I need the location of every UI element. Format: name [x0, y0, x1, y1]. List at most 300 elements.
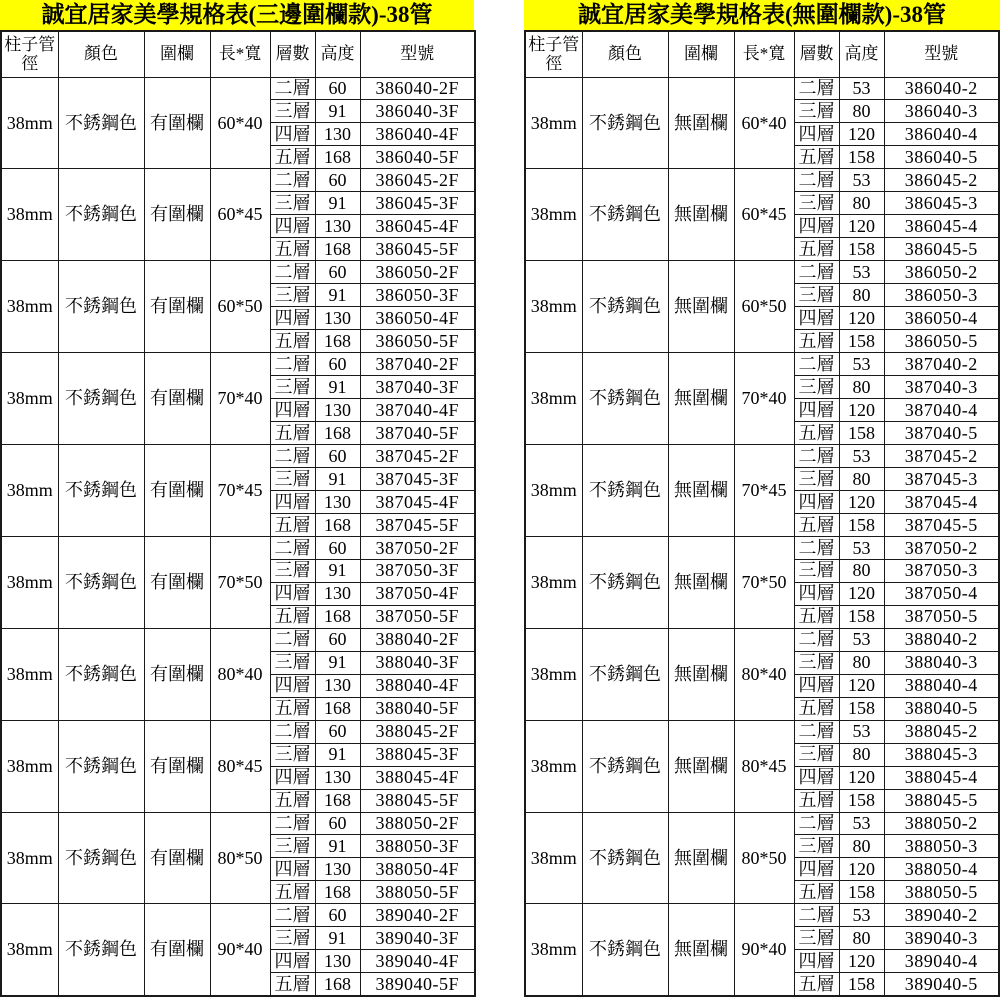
- height-cell: 168: [315, 697, 360, 720]
- table-row: [525, 261, 999, 284]
- height-cell: 80: [839, 651, 884, 674]
- column-header-5: 高度: [839, 31, 884, 77]
- model-cell: 388050-5: [884, 881, 999, 904]
- model-cell: 388045-2: [884, 720, 999, 743]
- column-header-0: 柱子管徑: [1, 31, 58, 77]
- model-cell: 386040-3: [884, 100, 999, 123]
- table-title-right: 誠宜居家美學規格表(無圍欄款)-38管: [524, 0, 1000, 30]
- model-cell: 387045-2: [884, 445, 999, 468]
- height-cell: 120: [839, 766, 884, 789]
- model-cell: 387040-2: [884, 353, 999, 376]
- column-header-6: 型號: [884, 31, 999, 77]
- layers-cell: 二層: [794, 169, 839, 192]
- layers-cell: 五層: [270, 973, 315, 996]
- height-cell: 158: [839, 422, 884, 445]
- table-row: [1, 628, 475, 651]
- header-row: [1, 31, 475, 77]
- color-cell: 不銹鋼色: [58, 77, 144, 169]
- layers-cell: 四層: [270, 766, 315, 789]
- table-row: [1, 353, 475, 376]
- layers-cell: 四層: [794, 950, 839, 973]
- size-cell: 60*40: [210, 77, 270, 169]
- model-cell: 386045-5F: [360, 238, 475, 261]
- size-cell: 80*45: [210, 720, 270, 812]
- layers-cell: 四層: [270, 858, 315, 881]
- layers-cell: 三層: [794, 467, 839, 490]
- layers-cell: 五層: [794, 513, 839, 536]
- model-cell: 388050-3F: [360, 835, 475, 858]
- fence-cell: 有圍欄: [144, 628, 210, 720]
- diameter-cell: 38mm: [1, 77, 58, 169]
- model-cell: 387050-3: [884, 559, 999, 582]
- height-cell: 60: [315, 720, 360, 743]
- layers-cell: 三層: [794, 100, 839, 123]
- height-cell: 130: [315, 674, 360, 697]
- height-cell: 130: [315, 582, 360, 605]
- table-row: [1, 812, 475, 835]
- model-cell: 389040-3: [884, 927, 999, 950]
- height-cell: 120: [839, 582, 884, 605]
- diameter-cell: 38mm: [1, 904, 58, 996]
- table-row: [1, 536, 475, 559]
- layers-cell: 四層: [270, 399, 315, 422]
- layers-cell: 二層: [270, 445, 315, 468]
- height-cell: 130: [315, 215, 360, 238]
- table-body: [1, 77, 475, 996]
- height-cell: 53: [839, 353, 884, 376]
- layers-cell: 五層: [270, 789, 315, 812]
- height-cell: 53: [839, 261, 884, 284]
- model-cell: 387050-2: [884, 536, 999, 559]
- table-row: [525, 77, 999, 100]
- layers-cell: 三層: [270, 192, 315, 215]
- layers-cell: 四層: [794, 399, 839, 422]
- model-cell: 388040-3: [884, 651, 999, 674]
- color-cell: 不銹鋼色: [582, 169, 668, 261]
- model-cell: 389040-5: [884, 973, 999, 996]
- model-cell: 389040-4F: [360, 950, 475, 973]
- model-cell: 388050-4F: [360, 858, 475, 881]
- height-cell: 53: [839, 720, 884, 743]
- model-cell: 388040-5: [884, 697, 999, 720]
- fence-cell: 無圍欄: [668, 536, 734, 628]
- diameter-cell: 38mm: [525, 77, 582, 169]
- diameter-cell: 38mm: [1, 445, 58, 537]
- size-cell: 60*45: [734, 169, 794, 261]
- layers-cell: 五層: [794, 789, 839, 812]
- model-cell: 389040-2F: [360, 904, 475, 927]
- fence-cell: 無圍欄: [668, 445, 734, 537]
- table-row: [1, 445, 475, 468]
- diameter-cell: 38mm: [525, 445, 582, 537]
- size-cell: 60*40: [734, 77, 794, 169]
- diameter-cell: 38mm: [1, 261, 58, 353]
- table-row: [1, 77, 475, 100]
- model-cell: 388040-2: [884, 628, 999, 651]
- model-cell: 387040-4: [884, 399, 999, 422]
- column-header-2: 圍欄: [144, 31, 210, 77]
- model-cell: 387050-5F: [360, 605, 475, 628]
- model-cell: 388045-3F: [360, 743, 475, 766]
- model-cell: 386050-3F: [360, 284, 475, 307]
- diameter-cell: 38mm: [525, 536, 582, 628]
- layers-cell: 三層: [270, 284, 315, 307]
- model-cell: 387050-3F: [360, 559, 475, 582]
- height-cell: 168: [315, 973, 360, 996]
- height-cell: 80: [839, 467, 884, 490]
- model-cell: 387045-5F: [360, 513, 475, 536]
- height-cell: 80: [839, 743, 884, 766]
- layers-cell: 五層: [270, 146, 315, 169]
- fence-cell: 有圍欄: [144, 812, 210, 904]
- color-cell: 不銹鋼色: [582, 536, 668, 628]
- height-cell: 168: [315, 330, 360, 353]
- fence-cell: 無圍欄: [668, 353, 734, 445]
- model-cell: 387045-2F: [360, 445, 475, 468]
- layers-cell: 三層: [794, 284, 839, 307]
- diameter-cell: 38mm: [525, 628, 582, 720]
- height-cell: 130: [315, 950, 360, 973]
- model-cell: 386050-5F: [360, 330, 475, 353]
- layers-cell: 二層: [270, 720, 315, 743]
- height-cell: 130: [315, 307, 360, 330]
- height-cell: 53: [839, 536, 884, 559]
- model-cell: 388050-5F: [360, 881, 475, 904]
- diameter-cell: 38mm: [1, 536, 58, 628]
- size-cell: 70*50: [210, 536, 270, 628]
- layers-cell: 二層: [270, 261, 315, 284]
- layers-cell: 二層: [270, 536, 315, 559]
- layers-cell: 五層: [270, 513, 315, 536]
- layers-cell: 四層: [794, 215, 839, 238]
- layers-cell: 三層: [794, 376, 839, 399]
- height-cell: 158: [839, 881, 884, 904]
- layers-cell: 二層: [794, 261, 839, 284]
- height-cell: 60: [315, 628, 360, 651]
- height-cell: 91: [315, 651, 360, 674]
- height-cell: 168: [315, 605, 360, 628]
- layers-cell: 五層: [794, 973, 839, 996]
- color-cell: 不銹鋼色: [58, 261, 144, 353]
- size-cell: 90*40: [734, 904, 794, 996]
- model-cell: 389040-5F: [360, 973, 475, 996]
- model-cell: 386045-3F: [360, 192, 475, 215]
- table-row: [525, 445, 999, 468]
- color-cell: 不銹鋼色: [58, 720, 144, 812]
- layers-cell: 四層: [270, 490, 315, 513]
- layers-cell: 二層: [270, 628, 315, 651]
- model-cell: 387050-4: [884, 582, 999, 605]
- model-cell: 387045-4F: [360, 490, 475, 513]
- size-cell: 80*50: [734, 812, 794, 904]
- height-cell: 120: [839, 123, 884, 146]
- layers-cell: 四層: [794, 582, 839, 605]
- model-cell: 388040-3F: [360, 651, 475, 674]
- layers-cell: 二層: [270, 169, 315, 192]
- color-cell: 不銹鋼色: [582, 261, 668, 353]
- column-header-1: 顏色: [58, 31, 144, 77]
- model-cell: 386045-4F: [360, 215, 475, 238]
- height-cell: 158: [839, 697, 884, 720]
- model-cell: 388050-4: [884, 858, 999, 881]
- color-cell: 不銹鋼色: [58, 628, 144, 720]
- table-row: [525, 904, 999, 927]
- model-cell: 387040-3F: [360, 376, 475, 399]
- height-cell: 60: [315, 812, 360, 835]
- model-cell: 386045-4: [884, 215, 999, 238]
- spec-table-right: [524, 0, 1000, 997]
- height-cell: 168: [315, 513, 360, 536]
- fence-cell: 無圍欄: [668, 77, 734, 169]
- column-header-3: 長*寬: [734, 31, 794, 77]
- color-cell: 不銹鋼色: [582, 77, 668, 169]
- model-cell: 388045-5F: [360, 789, 475, 812]
- fence-cell: 有圍欄: [144, 353, 210, 445]
- header-row: [525, 31, 999, 77]
- layers-cell: 五層: [794, 605, 839, 628]
- fence-cell: 有圍欄: [144, 536, 210, 628]
- layers-cell: 二層: [270, 353, 315, 376]
- model-cell: 387045-3: [884, 467, 999, 490]
- layers-cell: 三層: [270, 100, 315, 123]
- size-cell: 70*45: [210, 445, 270, 537]
- model-cell: 388040-4: [884, 674, 999, 697]
- fence-cell: 有圍欄: [144, 77, 210, 169]
- layers-cell: 四層: [794, 490, 839, 513]
- layers-cell: 四層: [794, 858, 839, 881]
- height-cell: 60: [315, 77, 360, 100]
- model-cell: 388040-2F: [360, 628, 475, 651]
- fence-cell: 有圍欄: [144, 169, 210, 261]
- model-cell: 386040-2: [884, 77, 999, 100]
- height-cell: 53: [839, 904, 884, 927]
- layers-cell: 五層: [270, 881, 315, 904]
- table-row: [525, 628, 999, 651]
- layers-cell: 三層: [270, 927, 315, 950]
- height-cell: 60: [315, 169, 360, 192]
- fence-cell: 有圍欄: [144, 261, 210, 353]
- model-cell: 388050-3: [884, 835, 999, 858]
- height-cell: 91: [315, 192, 360, 215]
- color-cell: 不銹鋼色: [58, 169, 144, 261]
- spec-grid-right: [524, 30, 1000, 997]
- model-cell: 387040-5F: [360, 422, 475, 445]
- model-cell: 386050-3: [884, 284, 999, 307]
- column-header-4: 層數: [794, 31, 839, 77]
- column-header-2: 圍欄: [668, 31, 734, 77]
- layers-cell: 二層: [794, 353, 839, 376]
- height-cell: 120: [839, 674, 884, 697]
- column-header-0: 柱子管徑: [525, 31, 582, 77]
- model-cell: 387050-4F: [360, 582, 475, 605]
- color-cell: 不銹鋼色: [582, 812, 668, 904]
- height-cell: 91: [315, 284, 360, 307]
- layers-cell: 五層: [794, 330, 839, 353]
- layers-cell: 三層: [270, 376, 315, 399]
- height-cell: 53: [839, 77, 884, 100]
- layers-cell: 三層: [270, 467, 315, 490]
- table-body: [525, 77, 999, 996]
- model-cell: 386045-3: [884, 192, 999, 215]
- layers-cell: 二層: [794, 904, 839, 927]
- model-cell: 386040-5F: [360, 146, 475, 169]
- height-cell: 158: [839, 146, 884, 169]
- size-cell: 70*40: [734, 353, 794, 445]
- height-cell: 168: [315, 881, 360, 904]
- height-cell: 80: [839, 835, 884, 858]
- layers-cell: 三層: [794, 192, 839, 215]
- model-cell: 387040-5: [884, 422, 999, 445]
- height-cell: 158: [839, 238, 884, 261]
- column-header-1: 顏色: [582, 31, 668, 77]
- height-cell: 91: [315, 743, 360, 766]
- fence-cell: 無圍欄: [668, 720, 734, 812]
- height-cell: 130: [315, 490, 360, 513]
- model-cell: 387050-2F: [360, 536, 475, 559]
- color-cell: 不銹鋼色: [582, 353, 668, 445]
- diameter-cell: 38mm: [525, 261, 582, 353]
- model-cell: 388050-2F: [360, 812, 475, 835]
- table-row: [525, 353, 999, 376]
- fence-cell: 有圍欄: [144, 904, 210, 996]
- table-row: [1, 720, 475, 743]
- layers-cell: 四層: [270, 215, 315, 238]
- color-cell: 不銹鋼色: [582, 720, 668, 812]
- layers-cell: 四層: [794, 766, 839, 789]
- layers-cell: 二層: [794, 720, 839, 743]
- model-cell: 386040-2F: [360, 77, 475, 100]
- model-cell: 388045-4: [884, 766, 999, 789]
- layers-cell: 五層: [270, 697, 315, 720]
- height-cell: 53: [839, 628, 884, 651]
- height-cell: 80: [839, 927, 884, 950]
- height-cell: 120: [839, 307, 884, 330]
- model-cell: 386040-3F: [360, 100, 475, 123]
- height-cell: 120: [839, 490, 884, 513]
- model-cell: 386050-4: [884, 307, 999, 330]
- layers-cell: 五層: [794, 146, 839, 169]
- diameter-cell: 38mm: [525, 904, 582, 996]
- height-cell: 60: [315, 445, 360, 468]
- header-row: [1, 31, 475, 77]
- height-cell: 60: [315, 261, 360, 284]
- diameter-cell: 38mm: [525, 720, 582, 812]
- layers-cell: 二層: [270, 904, 315, 927]
- diameter-cell: 38mm: [1, 628, 58, 720]
- table-row: [1, 169, 475, 192]
- height-cell: 168: [315, 789, 360, 812]
- layers-cell: 二層: [794, 812, 839, 835]
- height-cell: 80: [839, 559, 884, 582]
- column-header-4: 層數: [270, 31, 315, 77]
- size-cell: 80*40: [734, 628, 794, 720]
- height-cell: 60: [315, 536, 360, 559]
- table-row: [525, 812, 999, 835]
- height-cell: 91: [315, 467, 360, 490]
- size-cell: 90*40: [210, 904, 270, 996]
- layers-cell: 二層: [794, 445, 839, 468]
- color-cell: 不銹鋼色: [58, 536, 144, 628]
- height-cell: 158: [839, 513, 884, 536]
- model-cell: 386050-2F: [360, 261, 475, 284]
- table-row: [525, 536, 999, 559]
- height-cell: 120: [839, 858, 884, 881]
- layers-cell: 五層: [270, 605, 315, 628]
- model-cell: 386040-4: [884, 123, 999, 146]
- height-cell: 168: [315, 146, 360, 169]
- height-cell: 120: [839, 215, 884, 238]
- size-cell: 60*50: [210, 261, 270, 353]
- model-cell: 387040-2F: [360, 353, 475, 376]
- layers-cell: 二層: [270, 812, 315, 835]
- layers-cell: 二層: [794, 628, 839, 651]
- layers-cell: 五層: [794, 697, 839, 720]
- height-cell: 60: [315, 904, 360, 927]
- color-cell: 不銹鋼色: [58, 812, 144, 904]
- model-cell: 388045-2F: [360, 720, 475, 743]
- layers-cell: 五層: [794, 422, 839, 445]
- layers-cell: 四層: [794, 123, 839, 146]
- height-cell: 120: [839, 399, 884, 422]
- model-cell: 387045-4: [884, 490, 999, 513]
- layers-cell: 三層: [270, 651, 315, 674]
- diameter-cell: 38mm: [1, 169, 58, 261]
- height-cell: 158: [839, 973, 884, 996]
- layers-cell: 五層: [794, 881, 839, 904]
- layers-cell: 四層: [270, 307, 315, 330]
- model-cell: 387040-4F: [360, 399, 475, 422]
- color-cell: 不銹鋼色: [582, 445, 668, 537]
- column-header-5: 高度: [315, 31, 360, 77]
- model-cell: 388050-2: [884, 812, 999, 835]
- layers-cell: 三層: [794, 835, 839, 858]
- size-cell: 60*45: [210, 169, 270, 261]
- height-cell: 158: [839, 605, 884, 628]
- table-row: [1, 904, 475, 927]
- layers-cell: 三層: [794, 559, 839, 582]
- diameter-cell: 38mm: [1, 353, 58, 445]
- layers-cell: 四層: [270, 123, 315, 146]
- color-cell: 不銹鋼色: [58, 353, 144, 445]
- table-row: [525, 169, 999, 192]
- model-cell: 387045-3F: [360, 467, 475, 490]
- table-title-left: 誠宜居家美學規格表(三邊圍欄款)-38管: [0, 0, 474, 30]
- model-cell: 386050-5: [884, 330, 999, 353]
- size-cell: 80*40: [210, 628, 270, 720]
- size-cell: 80*45: [734, 720, 794, 812]
- model-cell: 386045-5: [884, 238, 999, 261]
- layers-cell: 四層: [794, 307, 839, 330]
- fence-cell: 無圍欄: [668, 812, 734, 904]
- size-cell: 70*50: [734, 536, 794, 628]
- spec-table-left: [0, 0, 474, 997]
- color-cell: 不銹鋼色: [58, 445, 144, 537]
- model-cell: 388045-4F: [360, 766, 475, 789]
- layers-cell: 三層: [270, 743, 315, 766]
- layers-cell: 三層: [794, 927, 839, 950]
- spec-grid-left: [0, 30, 476, 997]
- diameter-cell: 38mm: [525, 353, 582, 445]
- layers-cell: 五層: [270, 330, 315, 353]
- model-cell: 388040-4F: [360, 674, 475, 697]
- color-cell: 不銹鋼色: [58, 904, 144, 996]
- height-cell: 91: [315, 835, 360, 858]
- model-cell: 388045-5: [884, 789, 999, 812]
- model-cell: 387045-5: [884, 513, 999, 536]
- layers-cell: 五層: [270, 238, 315, 261]
- model-cell: 389040-2: [884, 904, 999, 927]
- table-row: [525, 720, 999, 743]
